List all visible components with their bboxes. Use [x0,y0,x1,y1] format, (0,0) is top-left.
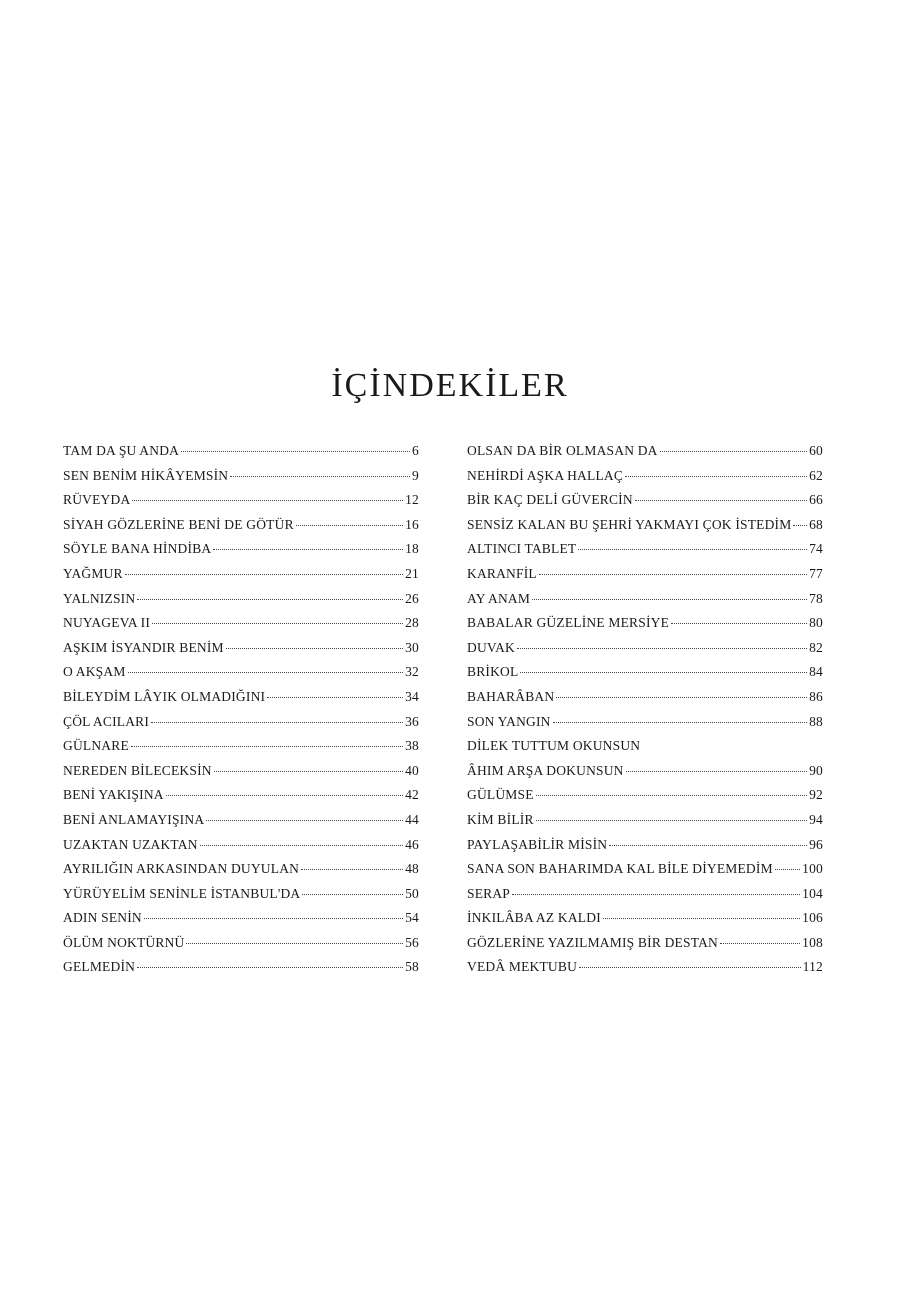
toc-dot-leader [539,574,807,575]
toc-dot-leader [603,918,800,919]
toc-entry-page-number: 90 [809,762,823,778]
toc-entry [467,935,823,960]
toc-entry-page-number: 84 [809,664,823,680]
toc-entry [63,664,419,689]
toc-entry-page-number: 100 [802,861,823,877]
toc-entry [63,959,419,984]
toc-entry-page-number: 88 [809,713,823,729]
toc-entry [63,935,419,960]
toc-entry-page-number: 12 [405,492,419,508]
toc-entry [467,541,823,566]
toc-entry [63,468,419,493]
toc-entry-title: BENİ ANLAMAYIŞINA [63,811,205,827]
toc-dot-leader [578,549,807,550]
toc-dot-leader [137,599,403,600]
toc-entry-title: ÂHIM ARŞA DOKUNSUN [467,762,624,778]
toc-dot-leader [579,967,801,968]
toc-entry [467,910,823,935]
toc-entry-title: NUYAGEVA II [63,615,151,631]
toc-dot-leader [609,845,807,846]
toc-entry [63,763,419,788]
page-title: İÇİNDEKİLER [331,367,569,404]
toc-dot-leader [166,795,403,796]
toc-entry-title: OLSAN DA BİR OLMASAN DA [467,443,658,458]
toc-entry-title: BİR KAÇ DELİ GÜVERCİN [467,492,633,508]
toc-entry [467,689,823,714]
toc-entry-page-number: 54 [405,910,419,926]
toc-entry [467,763,823,788]
toc-entry-page-number: 40 [405,762,419,778]
toc-entry-title: GELMEDİN [63,959,136,975]
toc-dot-leader [267,697,403,698]
toc-entry-title: YÜRÜYELİM SENİNLE İSTANBUL'DA [63,885,301,901]
toc-entry-page-number: 56 [405,934,419,950]
toc-entry-title: GÜLNARE [63,738,129,754]
toc-entry-page-number: 32 [405,664,419,680]
toc-entry [467,738,823,763]
toc-dot-leader [151,722,403,723]
toc-dot-leader [213,549,403,550]
toc-dot-leader [536,820,807,821]
toc-entry-page-number: 18 [405,541,419,557]
toc-entry-page-number: 16 [405,516,419,532]
toc-entry [63,738,419,763]
toc-entry-title: KARANFİL [467,565,537,581]
toc-entry-title: SEN BENİM HİKÂYEMSİN [63,467,229,483]
toc-dot-leader [131,746,403,747]
toc-column-right [467,443,823,984]
toc-entry [467,861,823,886]
toc-entry-page-number: 26 [405,590,419,606]
toc-entry [467,468,823,493]
toc-entry-page-number: 21 [405,565,419,581]
toc-entry [63,837,419,862]
toc-entry-title: O AKŞAM [63,664,126,680]
toc-entry-title: GÖZLERİNE YAZILMAMIŞ BİR DESTAN [467,934,718,950]
toc-dot-leader [517,648,807,649]
toc-entry-title: AY ANAM [467,590,531,606]
toc-entry-title: BRİKOL [467,664,519,680]
toc-dot-leader [186,943,403,944]
toc-dot-leader [512,894,800,895]
toc-entry [467,664,823,689]
toc-entry [467,714,823,739]
toc-entry-title: TAM DA ŞU ANDA [63,443,180,458]
toc-dot-leader [775,869,800,870]
toc-entry-title: KİM BİLİR [467,811,534,827]
toc-entry [63,714,419,739]
toc-entry [63,443,419,468]
toc-entry-page-number: 78 [809,590,823,606]
toc-entry-title: SANA SON BAHARIMDA KAL BİLE DİYEMEDİM [467,861,773,877]
toc-dot-leader [144,918,403,919]
toc-dot-leader [214,771,403,772]
toc-dot-leader [520,672,807,673]
toc-entry-page-number: 74 [809,541,823,557]
toc-entry-page-number: 28 [405,615,419,631]
toc-entry-title: DİLEK TUTTUM OKUNSUN [467,738,641,754]
toc-entry-title: NEHİRDİ AŞKA HALLAÇ [467,467,624,483]
toc-entry [467,517,823,542]
toc-entry-page-number: 60 [809,443,823,458]
toc-dot-leader [532,599,807,600]
toc-entry [63,812,419,837]
toc-dot-leader [671,623,807,624]
toc-entry [467,615,823,640]
toc-dot-leader [152,623,403,624]
toc-dot-leader [720,943,800,944]
toc-entry-title: ÇÖL ACILARI [63,713,150,729]
toc-dot-leader [132,500,403,501]
toc-entry [467,492,823,517]
toc-entry-page-number: 94 [809,811,823,827]
toc-dot-leader [125,574,403,575]
toc-entry-title: YAĞMUR [63,565,123,581]
toc-entry [467,566,823,591]
toc-entry-page-number: 77 [809,565,823,581]
toc-entry-page-number: 48 [405,861,419,877]
toc-entry-title: RÜVEYDA [63,492,131,508]
toc-entry-title: İNKILÂBA AZ KALDI [467,910,601,926]
toc-entry [63,787,419,812]
toc-entry [63,541,419,566]
toc-entry [467,837,823,862]
toc-dot-leader [137,967,403,968]
toc-entry-title: UZAKTAN UZAKTAN [63,836,198,852]
toc-entry-page-number: 96 [809,836,823,852]
toc-entry-page-number: 58 [405,959,419,975]
toc-entry-page-number: 34 [405,688,419,704]
toc-entry-page-number: 108 [802,934,823,950]
toc-entry-title: SÖYLE BANA HİNDİBA [63,541,212,557]
toc-entry-page-number: 6 [412,443,419,458]
toc-entry-page-number: 66 [809,492,823,508]
toc-dot-leader [302,894,403,895]
toc-entry-page-number: 68 [809,516,823,532]
toc-entry-page-number: 38 [405,738,419,754]
toc-entry [63,591,419,616]
toc-entry [467,443,823,468]
toc-entry-title: AYRILIĞIN ARKASINDAN DUYULAN [63,861,300,877]
toc-entry-title: BABALAR GÜZELİNE MERSİYE [467,615,670,631]
toc-entry-page-number: 46 [405,836,419,852]
toc-entry-page-number: 50 [405,885,419,901]
toc-entry-page-number: 104 [802,885,823,901]
toc-entry [467,886,823,911]
toc-entry-page-number: 92 [809,787,823,803]
toc-dot-leader [296,525,403,526]
toc-entry [467,787,823,812]
toc-dot-leader [206,820,403,821]
toc-entry-title: BİLEYDİM LÂYIK OLMADIĞINI [63,688,266,704]
toc-entry-page-number: 30 [405,639,419,655]
toc-entry-page-number: 82 [809,639,823,655]
toc-entry-page-number: 9 [412,467,419,483]
toc-entry [63,640,419,665]
toc-entry [63,886,419,911]
toc-entry [63,517,419,542]
toc-entry-title: VEDÂ MEKTUBU [467,959,578,975]
toc-entry [63,910,419,935]
toc-entry-title: ALTINCI TABLET [467,541,577,557]
toc-entry [467,640,823,665]
toc-entry [467,959,823,984]
toc-dot-leader [200,845,403,846]
toc-entry-title: ÖLÜM NOKTÜRNÜ [63,934,185,950]
toc-dot-leader [553,722,807,723]
toc-dot-leader [301,869,403,870]
toc-entry-title: SON YANGIN [467,713,551,729]
toc-dot-leader [793,525,807,526]
toc-entry-page-number: 42 [405,787,419,803]
toc-dot-leader [128,672,404,673]
toc-entry [63,566,419,591]
toc-entry-title: BENİ YAKIŞINA [63,787,164,803]
toc-dot-leader [536,795,807,796]
toc-entry-page-number: 112 [802,959,823,975]
toc-dot-leader [635,500,807,501]
toc-entry-title: DUVAK [467,639,516,655]
toc-dot-leader [660,451,807,452]
toc-dot-leader [556,697,807,698]
toc-entry [63,689,419,714]
toc-entry-title: NEREDEN BİLECEKSİN [63,762,212,778]
toc-entry [467,591,823,616]
toc-entry-title: BAHARÂBAN [467,688,555,704]
toc-column-left [63,443,419,984]
toc-entry [63,492,419,517]
toc-entry [63,861,419,886]
toc-entry-page-number: 44 [405,811,419,827]
toc-entry-title: SİYAH GÖZLERİNE BENİ DE GÖTÜR [63,516,294,532]
toc-entry-page-number: 62 [809,467,823,483]
toc-dot-leader [181,451,410,452]
toc-entry-page-number: 86 [809,688,823,704]
toc-entry-title: SERAP [467,885,511,901]
toc-entry-title: ADIN SENİN [63,910,142,926]
toc-entry-page-number: 106 [802,910,823,926]
toc-entry [467,812,823,837]
toc-entry-page-number: 80 [809,615,823,631]
toc-dot-leader [626,771,807,772]
toc-entry-page-number: 36 [405,713,419,729]
toc-entry [63,615,419,640]
toc-entry-title: AŞKIM İSYANDIR BENİM [63,639,224,655]
toc-entry-title: PAYLAŞABİLİR MİSİN [467,836,608,852]
toc-dot-leader [230,476,410,477]
toc-dot-leader [226,648,403,649]
toc-entry-title: GÜLÜMSE [467,787,534,803]
toc-entry-title: SENSİZ KALAN BU ŞEHRİ YAKMAYI ÇOK İSTEDİM [467,516,792,532]
toc-entry-title: YALNIZSIN [63,590,136,606]
toc-dot-leader [625,476,807,477]
